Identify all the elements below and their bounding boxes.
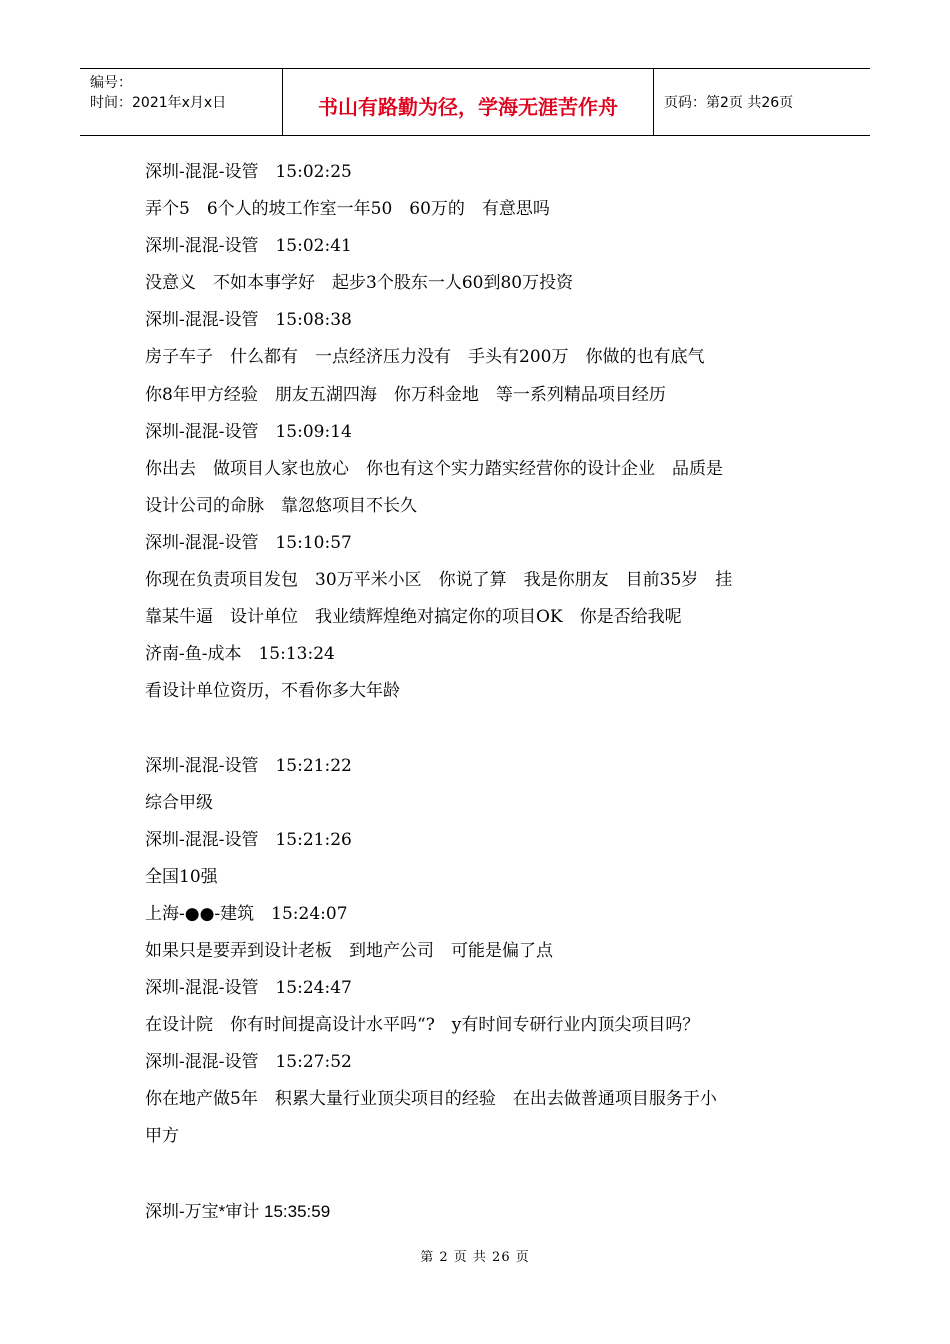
header-left-cell [80,69,282,135]
header-motto-cell [282,69,654,135]
page-footer: 第 2 页 共 26 页 [420,1250,530,1265]
text-line: 综合甲级 [145,792,213,813]
header-motto: 书山有路勤为径，学海无涯苦作舟 [318,94,618,119]
text-line: 房子车子 什么都有 一点经济压力没有 手头有200万 你做的也有底气 [145,347,705,368]
text-line: 你现在负责项目发包 30万平米小区 你说了算 我是你朋友 目前35岁 挂 [145,570,733,591]
text-line: 看设计单位资历，不看你多大年龄 [145,681,400,702]
text-line: 深圳-混混-设管 15:08:38 [145,310,352,331]
document-date-label: 时间：2021年x月x日 [90,95,227,111]
text-line: 甲方 [145,1126,179,1147]
text-line: 深圳-混混-设管 15:21:22 [145,755,352,776]
text-line: 你8年甲方经验 朋友五湖四海 你万科金地 等一系列精品项目经历 [145,384,666,405]
text-line: 深圳-混混-设管 15:27:52 [145,1052,352,1073]
text-line: 你在地产做5年 积累大量行业顶尖项目的经验 在出去做普通项目服务于小 [145,1089,717,1110]
text-line: 深圳-混混-设管 15:21:26 [145,829,352,850]
text-line: 上海-●●-建筑 15:24:07 [145,903,348,924]
text-line: 深圳-混混-设管 15:02:25 [145,162,352,182]
document-body [145,154,825,1230]
text-line: 你出去 做项目人家也放心 你也有这个实力踏实经营你的设计企业 品质是 [145,458,723,479]
text-line: 设计公司的命脉 靠忽悠项目不长久 [145,495,417,516]
text-line: 深圳-混混-设管 15:09:14 [145,421,352,442]
text-line: 靠某牛逼 设计单位 我业绩辉煌绝对搞定你的项目OK 你是否给我呢 [145,607,682,628]
text-line: 弄个5 6个人的坡工作室一年50 60万的 有意思吗 [145,199,550,220]
text-line: 深圳-混混-设管 15:24:47 [145,978,352,999]
blank-line [145,710,825,747]
page-header [80,68,870,136]
text-line: 深圳-混混-设管 15:10:57 [145,532,352,553]
header-page-info: 页码：第2页 共26页 [664,95,794,111]
text-line: 没意义 不如本事学好 起步3个股东一人60到80万投资 [145,273,574,294]
text-line: 深圳-混混-设管 15:02:41 [145,236,352,257]
header-page-cell [654,69,870,135]
text-line: 深圳-万宝*审计 15:35:59 [145,1201,331,1221]
document-number-label: 编号： [90,75,132,91]
text-line: 全国10强 [145,866,218,887]
text-line: 在设计院 你有时间提高设计水平吗“? y有时间专研行业内顶尖项目吗？ [145,1015,700,1036]
blank-line [145,1156,825,1193]
text-line: 济南-鱼-成本 15:13:24 [145,644,335,665]
text-line: 如果只是要弄到设计老板 到地产公司 可能是偏了点 [145,940,553,961]
